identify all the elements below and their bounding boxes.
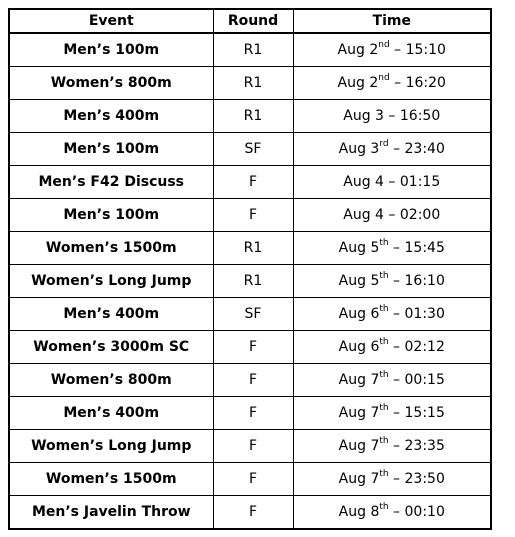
event-cell: Men’s 400m — [9, 396, 213, 429]
event-cell: Women’s Long Jump — [9, 429, 213, 462]
schedule-table-wrapper — [8, 8, 490, 530]
time-clock: 01:30 — [404, 305, 445, 322]
round-cell: F — [213, 495, 293, 529]
time-day: 2 — [369, 42, 379, 59]
time-month: Aug — [343, 174, 371, 191]
time-separator: – — [393, 141, 401, 158]
time-day: 2 — [369, 75, 379, 92]
time-separator: – — [393, 371, 401, 388]
time-clock: 15:10 — [405, 42, 446, 59]
table-row — [9, 100, 491, 133]
time-cell — [293, 265, 491, 298]
event-cell: Men’s F42 Discuss — [9, 166, 213, 199]
time-day-suffix: nd — [378, 73, 390, 84]
time-clock: 16:20 — [405, 75, 446, 92]
round-cell: F — [213, 166, 293, 199]
time-month: Aug — [338, 338, 366, 355]
time-month: Aug — [338, 305, 366, 322]
time-clock: 00:15 — [404, 371, 445, 388]
header-row — [9, 9, 491, 33]
table-row — [9, 67, 491, 100]
round-cell: R1 — [213, 100, 293, 133]
event-cell: Women’s 3000m SC — [9, 330, 213, 363]
time-day: 8 — [370, 503, 380, 520]
time-separator: – — [393, 273, 401, 289]
time-clock: 23:40 — [404, 141, 445, 158]
time-separator: – — [394, 75, 402, 92]
time-separator: – — [393, 240, 401, 257]
round-cell: SF — [213, 297, 293, 330]
round-cell: F — [213, 199, 293, 232]
time-day: 4 — [375, 174, 384, 191]
time-day-suffix: th — [379, 369, 389, 380]
time-cell — [293, 166, 491, 199]
round-cell: F — [213, 462, 293, 495]
time-day: 6 — [370, 305, 380, 322]
event-cell: Women’s Long Jump — [9, 265, 213, 298]
round-cell: R1 — [213, 232, 293, 265]
table-row — [9, 166, 491, 199]
time-month: Aug — [338, 371, 366, 388]
event-cell: Men’s 100m — [9, 199, 213, 232]
time-day: 7 — [370, 470, 380, 487]
time-clock: 01:15 — [399, 174, 441, 191]
round-cell: F — [213, 396, 293, 429]
time-cell — [293, 396, 491, 429]
table-row — [9, 232, 491, 265]
time-day: 5 — [370, 273, 380, 289]
time-month: Aug — [338, 273, 366, 289]
time-month: Aug — [338, 437, 366, 454]
time-cell — [293, 330, 491, 363]
time-day-suffix: th — [379, 303, 389, 314]
round-cell: F — [213, 363, 293, 396]
time-separator: – — [388, 108, 396, 125]
time-day-suffix: th — [379, 402, 389, 413]
event-cell: Men’s 400m — [9, 297, 213, 330]
time-day-suffix: nd — [378, 40, 390, 51]
time-separator: – — [388, 174, 396, 191]
round-cell: R1 — [213, 67, 293, 100]
time-day-suffix: th — [379, 238, 389, 249]
time-day: 7 — [370, 437, 380, 454]
time-separator: – — [393, 305, 401, 322]
header-round: Round — [213, 9, 293, 33]
time-clock: 02:12 — [404, 338, 445, 355]
time-cell — [293, 133, 491, 166]
time-month: Aug — [343, 207, 371, 224]
time-separator: – — [394, 42, 402, 59]
time-day: 5 — [370, 240, 380, 257]
event-cell: Women’s 800m — [9, 363, 213, 396]
header-time: Time — [293, 9, 491, 33]
time-day: 4 — [375, 207, 384, 224]
time-month: Aug — [338, 404, 366, 421]
time-clock: 16:50 — [399, 108, 441, 125]
time-day-suffix: th — [379, 468, 389, 479]
time-separator: – — [388, 207, 396, 224]
time-cell — [293, 495, 491, 529]
time-cell — [293, 462, 491, 495]
event-schedule-table — [8, 8, 492, 530]
table-row — [9, 363, 491, 396]
time-day-suffix: th — [379, 271, 389, 281]
time-month: Aug — [338, 240, 366, 257]
table-row — [9, 330, 491, 363]
round-cell: SF — [213, 133, 293, 166]
time-cell — [293, 33, 491, 67]
time-cell — [293, 297, 491, 330]
round-cell: R1 — [213, 33, 293, 67]
header-event: Event — [9, 9, 213, 33]
time-clock: 00:10 — [404, 503, 445, 520]
time-day-suffix: th — [379, 435, 389, 446]
time-clock: 16:10 — [404, 273, 445, 289]
table-row — [9, 33, 491, 67]
time-clock: 23:35 — [404, 437, 445, 454]
event-cell: Women’s 1500m — [9, 462, 213, 495]
round-cell: F — [213, 330, 293, 363]
time-separator: – — [393, 338, 401, 355]
table-row — [9, 199, 491, 232]
time-cell — [293, 232, 491, 265]
table-row — [9, 495, 491, 529]
time-cell — [293, 429, 491, 462]
event-cell: Men’s 100m — [9, 33, 213, 67]
table-row — [9, 297, 491, 330]
schedule-body — [9, 33, 491, 529]
time-clock: 15:45 — [404, 240, 445, 257]
time-clock: 15:15 — [404, 404, 445, 421]
time-separator: – — [393, 437, 401, 454]
time-cell — [293, 100, 491, 133]
time-month: Aug — [338, 141, 366, 158]
time-separator: – — [393, 503, 401, 520]
time-day: 3 — [370, 141, 380, 158]
time-cell — [293, 67, 491, 100]
table-row — [9, 396, 491, 429]
time-day: 6 — [370, 338, 380, 355]
time-day-suffix: th — [379, 336, 389, 347]
time-month: Aug — [338, 470, 366, 487]
time-separator: – — [393, 404, 401, 421]
table-row — [9, 133, 491, 166]
event-cell: Men’s Javelin Throw — [9, 495, 213, 529]
table-row — [9, 462, 491, 495]
time-clock: 23:50 — [404, 470, 445, 487]
time-day: 7 — [370, 371, 380, 388]
time-clock: 02:00 — [399, 207, 441, 224]
time-cell — [293, 363, 491, 396]
time-day-suffix: th — [379, 501, 389, 512]
event-cell: Women’s 1500m — [9, 232, 213, 265]
time-cell — [293, 199, 491, 232]
time-month: Aug — [338, 503, 366, 520]
table-row — [9, 265, 491, 298]
time-month: Aug — [337, 75, 365, 92]
time-separator: – — [393, 470, 401, 487]
time-month: Aug — [337, 42, 365, 59]
time-day: 7 — [370, 404, 380, 421]
round-cell: R1 — [213, 265, 293, 298]
event-cell: Women’s 800m — [9, 67, 213, 100]
event-cell: Men’s 100m — [9, 133, 213, 166]
event-cell: Men’s 400m — [9, 100, 213, 133]
round-cell: F — [213, 429, 293, 462]
time-day: 3 — [375, 108, 384, 125]
table-row — [9, 429, 491, 462]
time-day-suffix: rd — [379, 139, 389, 150]
time-month: Aug — [343, 108, 371, 125]
